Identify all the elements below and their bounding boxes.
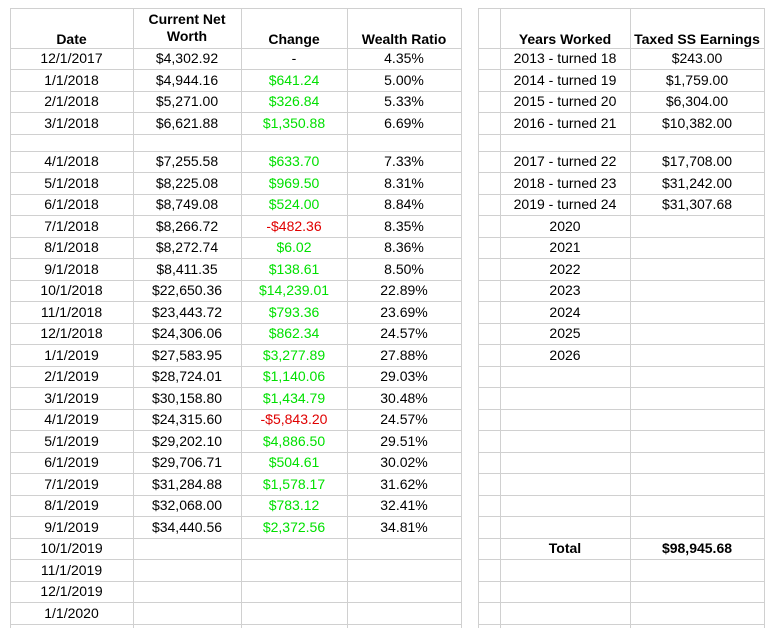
years-worked-cell: 2016 - turned 21	[513, 114, 617, 131]
grid-vline	[764, 8, 765, 628]
grid-hline	[10, 516, 461, 517]
years-worked-cell: 2013 - turned 18	[513, 50, 617, 66]
years-worked-cell: 2021	[549, 239, 581, 255]
date-cell: 9/1/2019	[44, 518, 99, 535]
date-cell: 11/1/2018	[40, 303, 103, 320]
grid-hline	[478, 344, 764, 345]
wealth-ratio-cell: 8.50%	[384, 260, 424, 277]
grid-hline	[10, 387, 461, 388]
change-cell: $138.61	[268, 260, 320, 277]
taxed-ss-cell: $31,242.00	[661, 174, 733, 191]
date-cell: 6/1/2019	[44, 454, 99, 470]
grid-hline	[10, 366, 461, 367]
wealth-ratio-cell: 32.41%	[380, 497, 428, 513]
header-net-worth	[133, 11, 241, 45]
grid-hline	[478, 280, 764, 281]
grid-hline	[478, 301, 764, 302]
grid-hline	[10, 323, 461, 324]
grid-hline	[10, 215, 461, 216]
taxed-ss-cell: $10,382.00	[661, 114, 733, 131]
grid-hline	[10, 452, 461, 453]
grid-hline	[10, 559, 461, 560]
net-worth-cell: $24,306.06	[151, 325, 223, 341]
net-worth-cell: $34,440.56	[151, 518, 223, 535]
grid-hline	[478, 237, 764, 238]
change-cell: $6.02	[276, 239, 312, 255]
change-cell: -$5,843.20	[260, 411, 328, 427]
wealth-ratio-cell: 29.03%	[380, 368, 428, 384]
net-worth-cell: $8,266.72	[155, 217, 219, 234]
change-cell: $1,140.06	[262, 368, 326, 384]
date-cell: 1/1/2018	[44, 71, 99, 88]
date-cell: 8/1/2018	[44, 239, 99, 255]
change-cell: $4,886.50	[262, 432, 326, 449]
grid-hline	[10, 430, 461, 431]
wealth-ratio-cell: 22.89%	[380, 282, 428, 298]
date-cell: 10/1/2018	[40, 282, 103, 298]
wealth-ratio-cell: 30.02%	[380, 454, 428, 470]
grid-hline	[478, 516, 764, 517]
grid-hline	[478, 366, 764, 367]
net-worth-cell: $28,724.01	[151, 368, 223, 384]
years-worked-cell: 2017 - turned 22	[513, 153, 617, 169]
change-cell: $793.36	[268, 303, 320, 320]
wealth-ratio-cell: 31.62%	[380, 475, 428, 492]
header-years-worked: Years Worked	[518, 31, 612, 47]
grid-hline	[10, 280, 461, 281]
header-wealth-ratio: Wealth Ratio	[361, 31, 447, 47]
header-change: Change	[268, 31, 320, 47]
grid-hline	[478, 452, 764, 453]
grid-hline	[478, 134, 764, 135]
net-worth-cell: $30,158.80	[151, 389, 223, 406]
wealth-ratio-cell: 8.35%	[384, 217, 424, 234]
wealth-ratio-cell: 24.57%	[380, 411, 428, 427]
change-cell: -$482.36	[266, 217, 322, 234]
grid-hline	[478, 69, 764, 70]
wealth-ratio-cell: 8.31%	[384, 174, 424, 191]
date-cell: 12/1/2019	[40, 583, 103, 599]
years-worked-cell: 2022	[549, 260, 581, 277]
taxed-ss-cell: $6,304.00	[665, 93, 729, 109]
wealth-ratio-cell: 34.81%	[380, 518, 428, 535]
wealth-ratio-cell: 24.57%	[380, 325, 428, 341]
date-cell: 7/1/2018	[44, 217, 99, 234]
change-cell: $862.34	[268, 325, 320, 341]
change-cell: $969.50	[268, 174, 320, 191]
years-worked-cell: 2025	[549, 325, 581, 341]
taxed-ss-cell: $243.00	[671, 50, 723, 66]
years-worked-cell: 2015 - turned 20	[513, 93, 617, 109]
taxed-ss-cell: $17,708.00	[661, 153, 733, 169]
grid-hline	[10, 258, 461, 259]
net-worth-cell: $32,068.00	[151, 497, 223, 513]
change-cell: $783.12	[268, 497, 320, 513]
net-worth-cell: $24,315.60	[151, 411, 223, 427]
net-worth-cell: $29,706.71	[151, 454, 223, 470]
grid-hline	[478, 559, 764, 560]
date-cell: 4/1/2019	[44, 411, 99, 427]
net-worth-cell: $7,255.58	[155, 153, 219, 169]
date-cell: 10/1/2019	[40, 540, 103, 556]
change-cell: $3,277.89	[262, 346, 326, 363]
net-worth-cell: $27,583.95	[151, 346, 223, 363]
grid-hline	[10, 495, 461, 496]
grid-hline	[10, 237, 461, 238]
grid-hline	[478, 151, 764, 152]
header-net-worth-line2: Worth	[166, 28, 208, 44]
grid-vline	[133, 8, 134, 628]
net-worth-cell: $8,411.35	[156, 260, 218, 277]
grid-hline	[10, 8, 461, 9]
grid-hline	[478, 91, 764, 92]
grid-hline	[478, 323, 764, 324]
years-worked-cell: 2026	[549, 346, 581, 363]
grid-hline	[10, 344, 461, 345]
net-worth-cell: $29,202.10	[151, 432, 223, 449]
wealth-ratio-cell: 4.35%	[384, 50, 424, 66]
change-cell: $1,434.79	[262, 389, 326, 406]
date-cell: 7/1/2019	[44, 475, 99, 492]
grid-vline	[10, 8, 11, 628]
header-date: Date	[56, 31, 87, 47]
wealth-ratio-cell: 8.36%	[384, 239, 424, 255]
date-cell: 6/1/2018	[44, 196, 99, 212]
years-worked-cell: 2019 - turned 24	[513, 196, 617, 212]
grid-hline	[10, 151, 461, 152]
grid-hline	[478, 258, 764, 259]
wealth-ratio-cell: 30.48%	[380, 389, 428, 406]
wealth-ratio-cell: 6.69%	[384, 114, 424, 131]
grid-hline	[10, 301, 461, 302]
change-cell: $641.24	[268, 71, 320, 88]
grid-hline	[10, 473, 461, 474]
net-worth-cell: $4,302.92	[155, 50, 219, 66]
net-worth-cell: $22,650.36	[151, 282, 223, 298]
change-cell: $326.84	[268, 93, 320, 109]
header-taxed-ss: Taxed SS Earnings	[634, 31, 760, 47]
date-cell: 5/1/2018	[44, 174, 99, 191]
grid-hline	[10, 538, 461, 539]
change-cell: -	[291, 50, 297, 66]
taxed-ss-cell: $31,307.68	[661, 196, 733, 212]
date-cell: 1/1/2019	[44, 346, 99, 363]
date-cell: 12/1/2018	[40, 325, 103, 341]
wealth-ratio-cell: 23.69%	[380, 303, 428, 320]
change-cell: $1,350.88	[262, 114, 326, 131]
grid-hline	[10, 112, 461, 113]
grid-hline	[478, 473, 764, 474]
grid-hline	[478, 112, 764, 113]
years-worked-cell: 2024	[549, 303, 581, 320]
date-cell: 3/1/2019	[44, 389, 99, 406]
grid-hline	[478, 8, 764, 9]
grid-hline	[478, 430, 764, 431]
wealth-ratio-cell: 5.33%	[384, 93, 424, 109]
date-cell: 1/1/2020	[44, 604, 99, 621]
net-worth-cell: $4,944.16	[155, 71, 219, 88]
date-cell: 11/1/2019	[40, 561, 103, 578]
date-cell: 3/1/2018	[44, 114, 99, 131]
grid-vline	[241, 8, 242, 628]
grid-hline	[478, 602, 764, 603]
grid-hline	[10, 134, 461, 135]
wealth-ratio-cell: 5.00%	[384, 71, 424, 88]
grid-hline	[10, 48, 461, 49]
date-cell: 2/1/2019	[44, 368, 99, 384]
grid-hline	[478, 194, 764, 195]
years-worked-cell: 2020	[549, 217, 581, 234]
grid-vline	[500, 8, 501, 628]
grid-hline	[10, 602, 461, 603]
change-cell: $504.61	[268, 454, 320, 470]
change-cell: $633.70	[268, 153, 320, 169]
taxed-ss-cell: $1,759.00	[665, 71, 729, 88]
net-worth-cell: $5,271.00	[155, 93, 219, 109]
grid-hline	[478, 48, 764, 49]
grid-hline	[10, 194, 461, 195]
change-cell: $524.00	[268, 196, 320, 212]
grid-hline	[478, 172, 764, 173]
net-worth-cell: $8,272.74	[155, 239, 219, 255]
header-net-worth-line1: Current Net	[148, 11, 226, 27]
wealth-ratio-cell: 27.88%	[380, 346, 428, 363]
grid-vline	[461, 8, 462, 628]
net-worth-cell: $8,749.08	[155, 196, 219, 212]
grid-hline	[478, 581, 764, 582]
grid-vline	[630, 8, 631, 628]
grid-hline	[478, 495, 764, 496]
years-worked-cell: 2023	[549, 282, 581, 298]
date-cell: 2/1/2018	[44, 93, 99, 109]
change-cell: $1,578.17	[262, 475, 326, 492]
date-cell: 9/1/2018	[44, 260, 99, 277]
net-worth-cell: $8,225.08	[155, 174, 219, 191]
grid-hline	[10, 624, 461, 625]
grid-hline	[10, 172, 461, 173]
grid-vline	[478, 8, 479, 628]
date-cell: 8/1/2019	[44, 497, 99, 513]
net-worth-cell: $31,284.88	[151, 475, 223, 492]
total-label: Total	[548, 540, 582, 556]
wealth-ratio-cell: 7.33%	[384, 153, 424, 169]
date-cell: 5/1/2019	[44, 432, 99, 449]
date-cell: 4/1/2018	[44, 153, 99, 169]
total-value: $98,945.68	[661, 540, 733, 556]
grid-hline	[10, 581, 461, 582]
years-worked-cell: 2014 - turned 19	[513, 71, 617, 88]
change-cell: $14,239.01	[258, 282, 330, 298]
grid-hline	[478, 624, 764, 625]
change-cell: $2,372.56	[262, 518, 326, 535]
grid-hline	[478, 538, 764, 539]
grid-hline	[478, 409, 764, 410]
grid-hline	[10, 91, 461, 92]
date-cell: 12/1/2017	[40, 50, 103, 66]
years-worked-cell: 2018 - turned 23	[513, 174, 617, 191]
grid-vline	[347, 8, 348, 628]
wealth-ratio-cell: 8.84%	[384, 196, 424, 212]
grid-hline	[10, 69, 461, 70]
net-worth-cell: $6,621.88	[155, 114, 219, 131]
grid-hline	[10, 409, 461, 410]
net-worth-cell: $23,443.72	[151, 303, 223, 320]
wealth-ratio-cell: 29.51%	[380, 432, 428, 449]
grid-hline	[478, 387, 764, 388]
grid-hline	[478, 215, 764, 216]
